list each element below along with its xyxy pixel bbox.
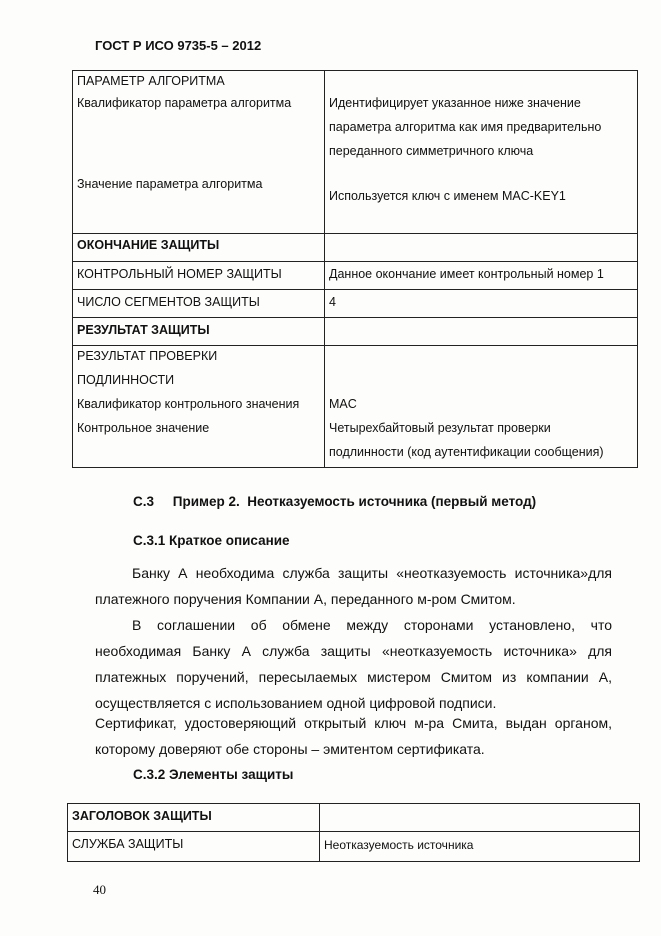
qualifier-label: Квалификатор параметра алгоритма	[77, 96, 292, 110]
end-title: ОКОНЧАНИЕ ЗАЩИТЫ	[73, 234, 325, 262]
table-row	[73, 234, 638, 262]
paragraph: Банку А необходима служба защиты «неотказуемость источника»для платежного поручения Компании А, переданного м-ром Смитом.	[95, 565, 612, 607]
verify-line: РЕЗУЛЬТАТ ПРОВЕРКИ	[77, 349, 218, 363]
table-cell	[325, 71, 638, 234]
table-row	[73, 262, 638, 290]
qualifier-value-line: переданного симметричного ключа	[329, 144, 534, 158]
control-value: Данное окончание имеет контрольный номер 1	[325, 262, 638, 290]
table-cell	[325, 318, 638, 346]
control-label: КОНТРОЛЬНЫЙ НОМЕР ЗАЩИТЫ	[73, 262, 325, 290]
security-elements-table	[67, 803, 640, 862]
value-label: Значение параметра алгоритма	[77, 177, 263, 191]
control-qualifier-value: MAC	[329, 397, 357, 411]
qualifier-value-line: Идентифицирует указанное ниже значение	[329, 96, 581, 110]
table-row	[73, 318, 638, 346]
section-heading: С.3 Пример 2. Неотказуемость источника (первый метод)	[133, 494, 537, 509]
table-cell	[73, 346, 325, 468]
table-row	[73, 346, 638, 468]
subsection-heading: С.3.1 Краткое описание	[133, 533, 290, 548]
algorithm-parameters-table	[72, 70, 638, 468]
subsection-heading: С.3.2 Элементы защиты	[133, 767, 294, 782]
control-value-line: подлинности (код аутентификации сообщения)	[329, 445, 604, 459]
service-label: СЛУЖБА ЗАЩИТЫ	[68, 832, 320, 862]
table-row	[68, 804, 640, 832]
table-cell	[320, 804, 640, 832]
segments-value: 4	[325, 290, 638, 318]
control-value-label: Контрольное значение	[77, 421, 210, 435]
document-header: ГОСТ Р ИСО 9735-5 – 2012	[95, 38, 262, 53]
control-value-line: Четырехбайтовый результат проверки	[329, 421, 551, 435]
value-value: Используется ключ с именем MAC-KEY1	[329, 189, 566, 203]
segments-label: ЧИСЛО СЕГМЕНТОВ ЗАЩИТЫ	[73, 290, 325, 318]
table-row	[68, 832, 640, 862]
table-cell	[73, 71, 325, 234]
paragraph: В соглашении об обмене между сторонами установлено, что необходимая Банку А служба защиты «неотказуемость источника» для платежных поручений, пересылаемых мистером Смитом из компании А, осуществляется с использованием одной цифровой подписи.	[95, 617, 612, 711]
table-row	[73, 71, 638, 234]
table-cell	[325, 234, 638, 262]
header-title: ЗАГОЛОВОК ЗАЩИТЫ	[68, 804, 320, 832]
param-title: ПАРАМЕТР АЛГОРИТМА	[77, 74, 225, 88]
control-qualifier-label: Квалификатор контрольного значения	[77, 397, 300, 411]
result-title: РЕЗУЛЬТАТ ЗАЩИТЫ	[73, 318, 325, 346]
service-value: Неотказуемость источника	[320, 832, 640, 862]
table-cell	[325, 346, 638, 468]
table-row	[73, 290, 638, 318]
qualifier-value-line: параметра алгоритма как имя предварительно	[329, 120, 602, 134]
verify-line: ПОДЛИННОСТИ	[77, 373, 175, 387]
page-number: 40	[93, 882, 106, 897]
paragraph: Сертификат, удостоверяющий открытый ключ м-ра Смита, выдан органом, которому доверяют обе стороны – эмитентом сертификата.	[95, 715, 612, 757]
